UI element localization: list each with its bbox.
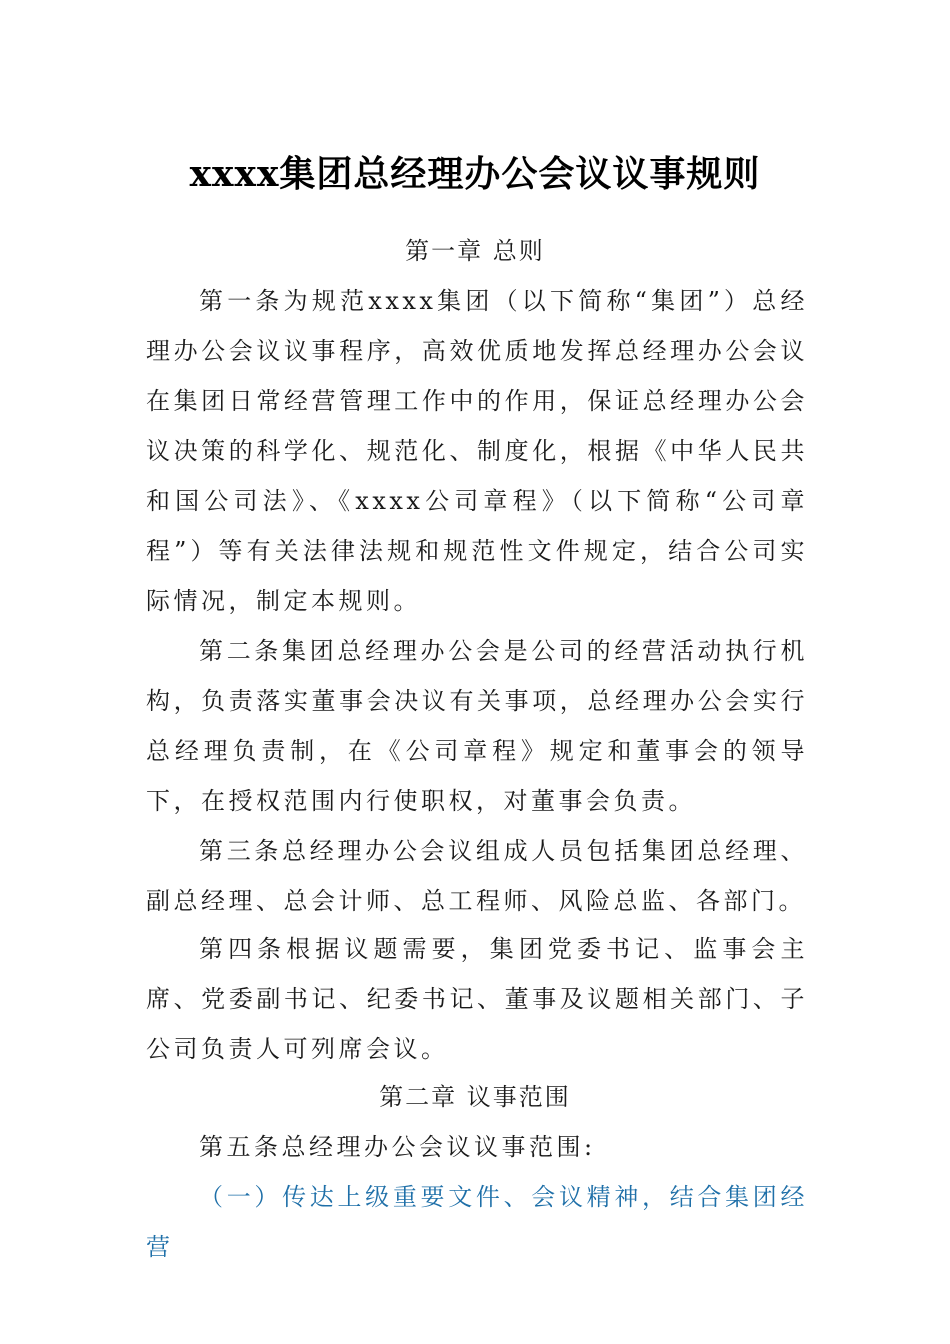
article-2: 第二条集团总经理办公会是公司的经营活动执行机构，负责落实董事会决议有关事项，总经理办公会实行总经理负责制，在《公司章程》规定和董事会的领导下，在授权范围内行使职权，对董事会负责。 <box>146 637 808 815</box>
chapter-heading-2: 第二章 议事范围 <box>379 1083 571 1111</box>
article-3: 第三条总经理办公会议组成人员包括集团总经理、副总经理、总会计师、总工程师、风险总监、各部门。 <box>146 837 808 915</box>
article-4: 第四条根据议题需要，集团党委书记、监事会主席、党委副书记、纪委书记、董事及议题相关部门、子公司负责人可列席会议。 <box>146 935 808 1063</box>
chapter-heading-1: 第一章 总则 <box>405 237 545 265</box>
document-title: xxxx集团总经理办公会议议事规则 <box>189 153 761 195</box>
article-5: 第五条总经理办公会议议事范围: <box>199 1133 596 1161</box>
article-5-item-1: （一）传达上级重要文件、会议精神，结合集团经营 <box>146 1183 808 1261</box>
article-1: 第一条为规范xxxx集团（以下简称“集团”）总经理办公会议议事程序，高效优质地发挥总经理办公会议在集团日常经营管理工作中的作用，保证总经理办公会议决策的科学化、规范化、制度化，根据《中华人民共和国公司法》、《xxxx公司章程》（以下简称“公司章程”）等有关法律法规和规范性文件规定，结合公司实际情况，制定本规则。 <box>146 287 808 615</box>
